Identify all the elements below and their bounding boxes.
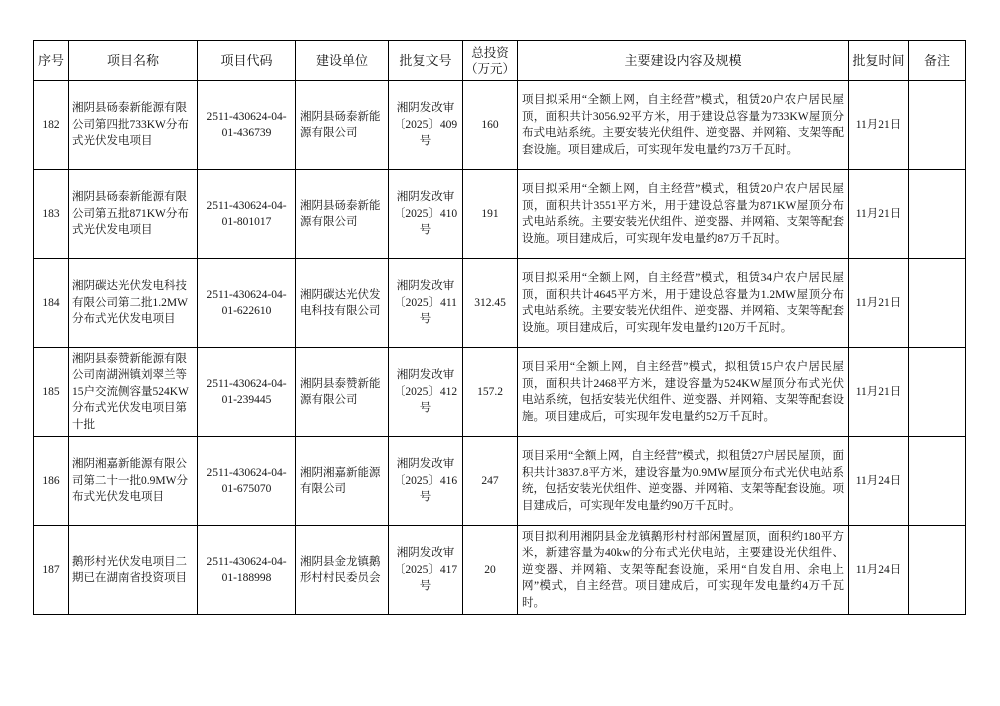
cell-index: 183 (34, 170, 69, 259)
cell-approval-number (389, 526, 463, 615)
cell-approval-number (389, 81, 463, 170)
cell-total-investment: 312.45 (463, 259, 518, 348)
cell-project-code (198, 81, 296, 170)
cell-remark (909, 259, 966, 348)
cell-main-content: 项目拟利用湘阴县金龙镇鹅形村村部闲置屋顶，面积约180平方米，新建容量为40kw的分布式光伏电站，主要建设光伏组件、逆变器、并网箱、支架等配套设施，采用“自发自用、余电上网”模式，自主经营。项目建成后，可实现年发电量约4万千瓦时。 (518, 526, 849, 615)
project-code-text: 2511-430624-04-01-622610 (206, 288, 287, 317)
cell-approval-date: 11月21日 (849, 259, 909, 348)
cell-approval-number (389, 348, 463, 437)
approval-number-text: 湘阴发改审〔2025〕416号 (393, 458, 458, 504)
header-project-code: 项目代码 (198, 41, 296, 81)
cell-index: 186 (34, 437, 69, 526)
table-row (34, 437, 966, 526)
header-total-investment: 总投资（万元） (463, 41, 518, 81)
cell-index: 185 (34, 348, 69, 437)
cell-construction-unit: 湘阴县砀泰新能源有限公司 (296, 81, 389, 170)
approval-number-text: 湘阴发改审〔2025〕409号 (393, 102, 458, 148)
cell-total-investment: 157.2 (463, 348, 518, 437)
header-approval-number: 批复文号 (389, 41, 463, 81)
approval-number-text: 湘阴发改审〔2025〕410号 (393, 191, 458, 237)
cell-remark (909, 526, 966, 615)
project-code-text: 2511-430624-04-01-188998 (206, 555, 287, 584)
cell-project-name: 湘阴碳达光伏发电科技有限公司第二批1.2MW分布式光伏发电项目 (69, 259, 198, 348)
cell-project-code (198, 526, 296, 615)
cell-total-investment: 20 (463, 526, 518, 615)
cell-project-name: 湘阴县泰赞新能源有限公司南湖洲镇刘翠兰等15户交流侧容量524KW分布式光伏发电项目第十批 (69, 348, 198, 437)
cell-approval-date: 11月24日 (849, 526, 909, 615)
cell-approval-date: 11月21日 (849, 348, 909, 437)
cell-main-content: 项目采用“全额上网，自主经营”模式，拟租赁27户居民屋顶，面积共计3837.8平方米，建设容量为0.9MW屋顶分布式光伏电站系统，包括安装光伏组件、逆变器、并网箱、支架等配套设施。项目建成后，可实现年发电量约90万千瓦时。 (518, 437, 849, 526)
cell-project-name: 湘阴县砀泰新能源有限公司第五批871KW分布式光伏发电项目 (69, 170, 198, 259)
table-row (34, 526, 966, 615)
header-main-content: 主要建设内容及规模 (518, 41, 849, 81)
cell-approval-number (389, 259, 463, 348)
project-code-text: 2511-430624-04-01-436739 (206, 110, 287, 139)
header-construction-unit: 建设单位 (296, 41, 389, 81)
cell-main-content: 项目拟采用“全额上网，自主经营”模式，租赁20户农户居民屋顶，面积共计3551平方米，用于建设总容量为871KW屋顶分布式电站系统。主要安装光伏组件、逆变器、并网箱、支架等配套设施。项目建成后，可实现年发电量约87万千瓦时。 (518, 170, 849, 259)
approval-number-text: 湘阴发改审〔2025〕411号 (394, 280, 457, 326)
approval-number-text: 湘阴发改审〔2025〕412号 (393, 369, 458, 415)
table-row (34, 348, 966, 437)
table-row (34, 170, 966, 259)
cell-total-investment: 247 (463, 437, 518, 526)
cell-construction-unit: 湘阴碳达光伏发电科技有限公司 (296, 259, 389, 348)
cell-project-code (198, 437, 296, 526)
cell-approval-number (389, 437, 463, 526)
cell-remark (909, 437, 966, 526)
cell-approval-number (389, 170, 463, 259)
cell-approval-date: 11月21日 (849, 81, 909, 170)
cell-index: 187 (34, 526, 69, 615)
cell-remark (909, 348, 966, 437)
cell-project-name: 鹅形村光伏发电项目二期已在湖南省投资项目 (69, 526, 198, 615)
cell-index: 182 (34, 81, 69, 170)
cell-project-code (198, 170, 296, 259)
cell-construction-unit: 湘阴县金龙镇鹅形村村民委员会 (296, 526, 389, 615)
table-header-row (34, 41, 966, 81)
table-row (34, 259, 966, 348)
project-code-text: 2511-430624-04-01-801017 (206, 199, 287, 228)
cell-total-investment: 191 (463, 170, 518, 259)
cell-remark (909, 170, 966, 259)
cell-project-code (198, 348, 296, 437)
cell-construction-unit: 湘阴县砀泰新能源有限公司 (296, 170, 389, 259)
approval-number-text: 湘阴发改审〔2025〕417号 (393, 547, 458, 593)
project-code-text: 2511-430624-04-01-675070 (206, 466, 287, 495)
cell-approval-date: 11月24日 (849, 437, 909, 526)
cell-main-content: 项目采用“全额上网，自主经营”模式，拟租赁15户农户居民屋顶，面积共计2468平方米，建设容量为524KW屋顶分布式光伏电站系统，包括安装光伏组件、逆变器、并网箱、支架等配套设施。项目建成后，可实现年发电量约52万千瓦时。 (518, 348, 849, 437)
cell-total-investment: 160 (463, 81, 518, 170)
project-code-text: 2511-430624-04-01-239445 (206, 377, 287, 406)
header-project-name: 项目名称 (69, 41, 198, 81)
cell-project-name: 湘阴湘嘉新能源有限公司第二十一批0.9MW分布式光伏发电项目 (69, 437, 198, 526)
cell-index: 184 (34, 259, 69, 348)
document-page (33, 40, 966, 615)
project-approval-table (33, 40, 966, 615)
cell-main-content: 项目拟采用“全额上网，自主经营”模式，租赁20户农户居民屋顶，面积共计3056.92平方米，用于建设总容量为733KW屋顶分布式电站系统。主要安装光伏组件、逆变器、并网箱、支架等配套设施。项目建成后，可实现年发电量约73万千瓦时。 (518, 81, 849, 170)
cell-construction-unit: 湘阴湘嘉新能源有限公司 (296, 437, 389, 526)
cell-project-code (198, 259, 296, 348)
cell-main-content: 项目拟采用“全额上网，自主经营”模式，租赁34户农户居民屋顶，面积共计4645平方米，用于建设总容量为1.2MW屋顶分布式电站系统。主要安装光伏组件、逆变器、并网箱、支架等配套设施。项目建成后，可实现年发电量约120万千瓦时。 (518, 259, 849, 348)
header-approval-date: 批复时间 (849, 41, 909, 81)
header-index: 序号 (34, 41, 69, 81)
header-remark: 备注 (909, 41, 966, 81)
cell-construction-unit: 湘阴县泰赞新能源有限公司 (296, 348, 389, 437)
cell-remark (909, 81, 966, 170)
cell-approval-date: 11月21日 (849, 170, 909, 259)
table-row (34, 81, 966, 170)
cell-project-name: 湘阴县砀泰新能源有限公司第四批733KW分布式光伏发电项目 (69, 81, 198, 170)
